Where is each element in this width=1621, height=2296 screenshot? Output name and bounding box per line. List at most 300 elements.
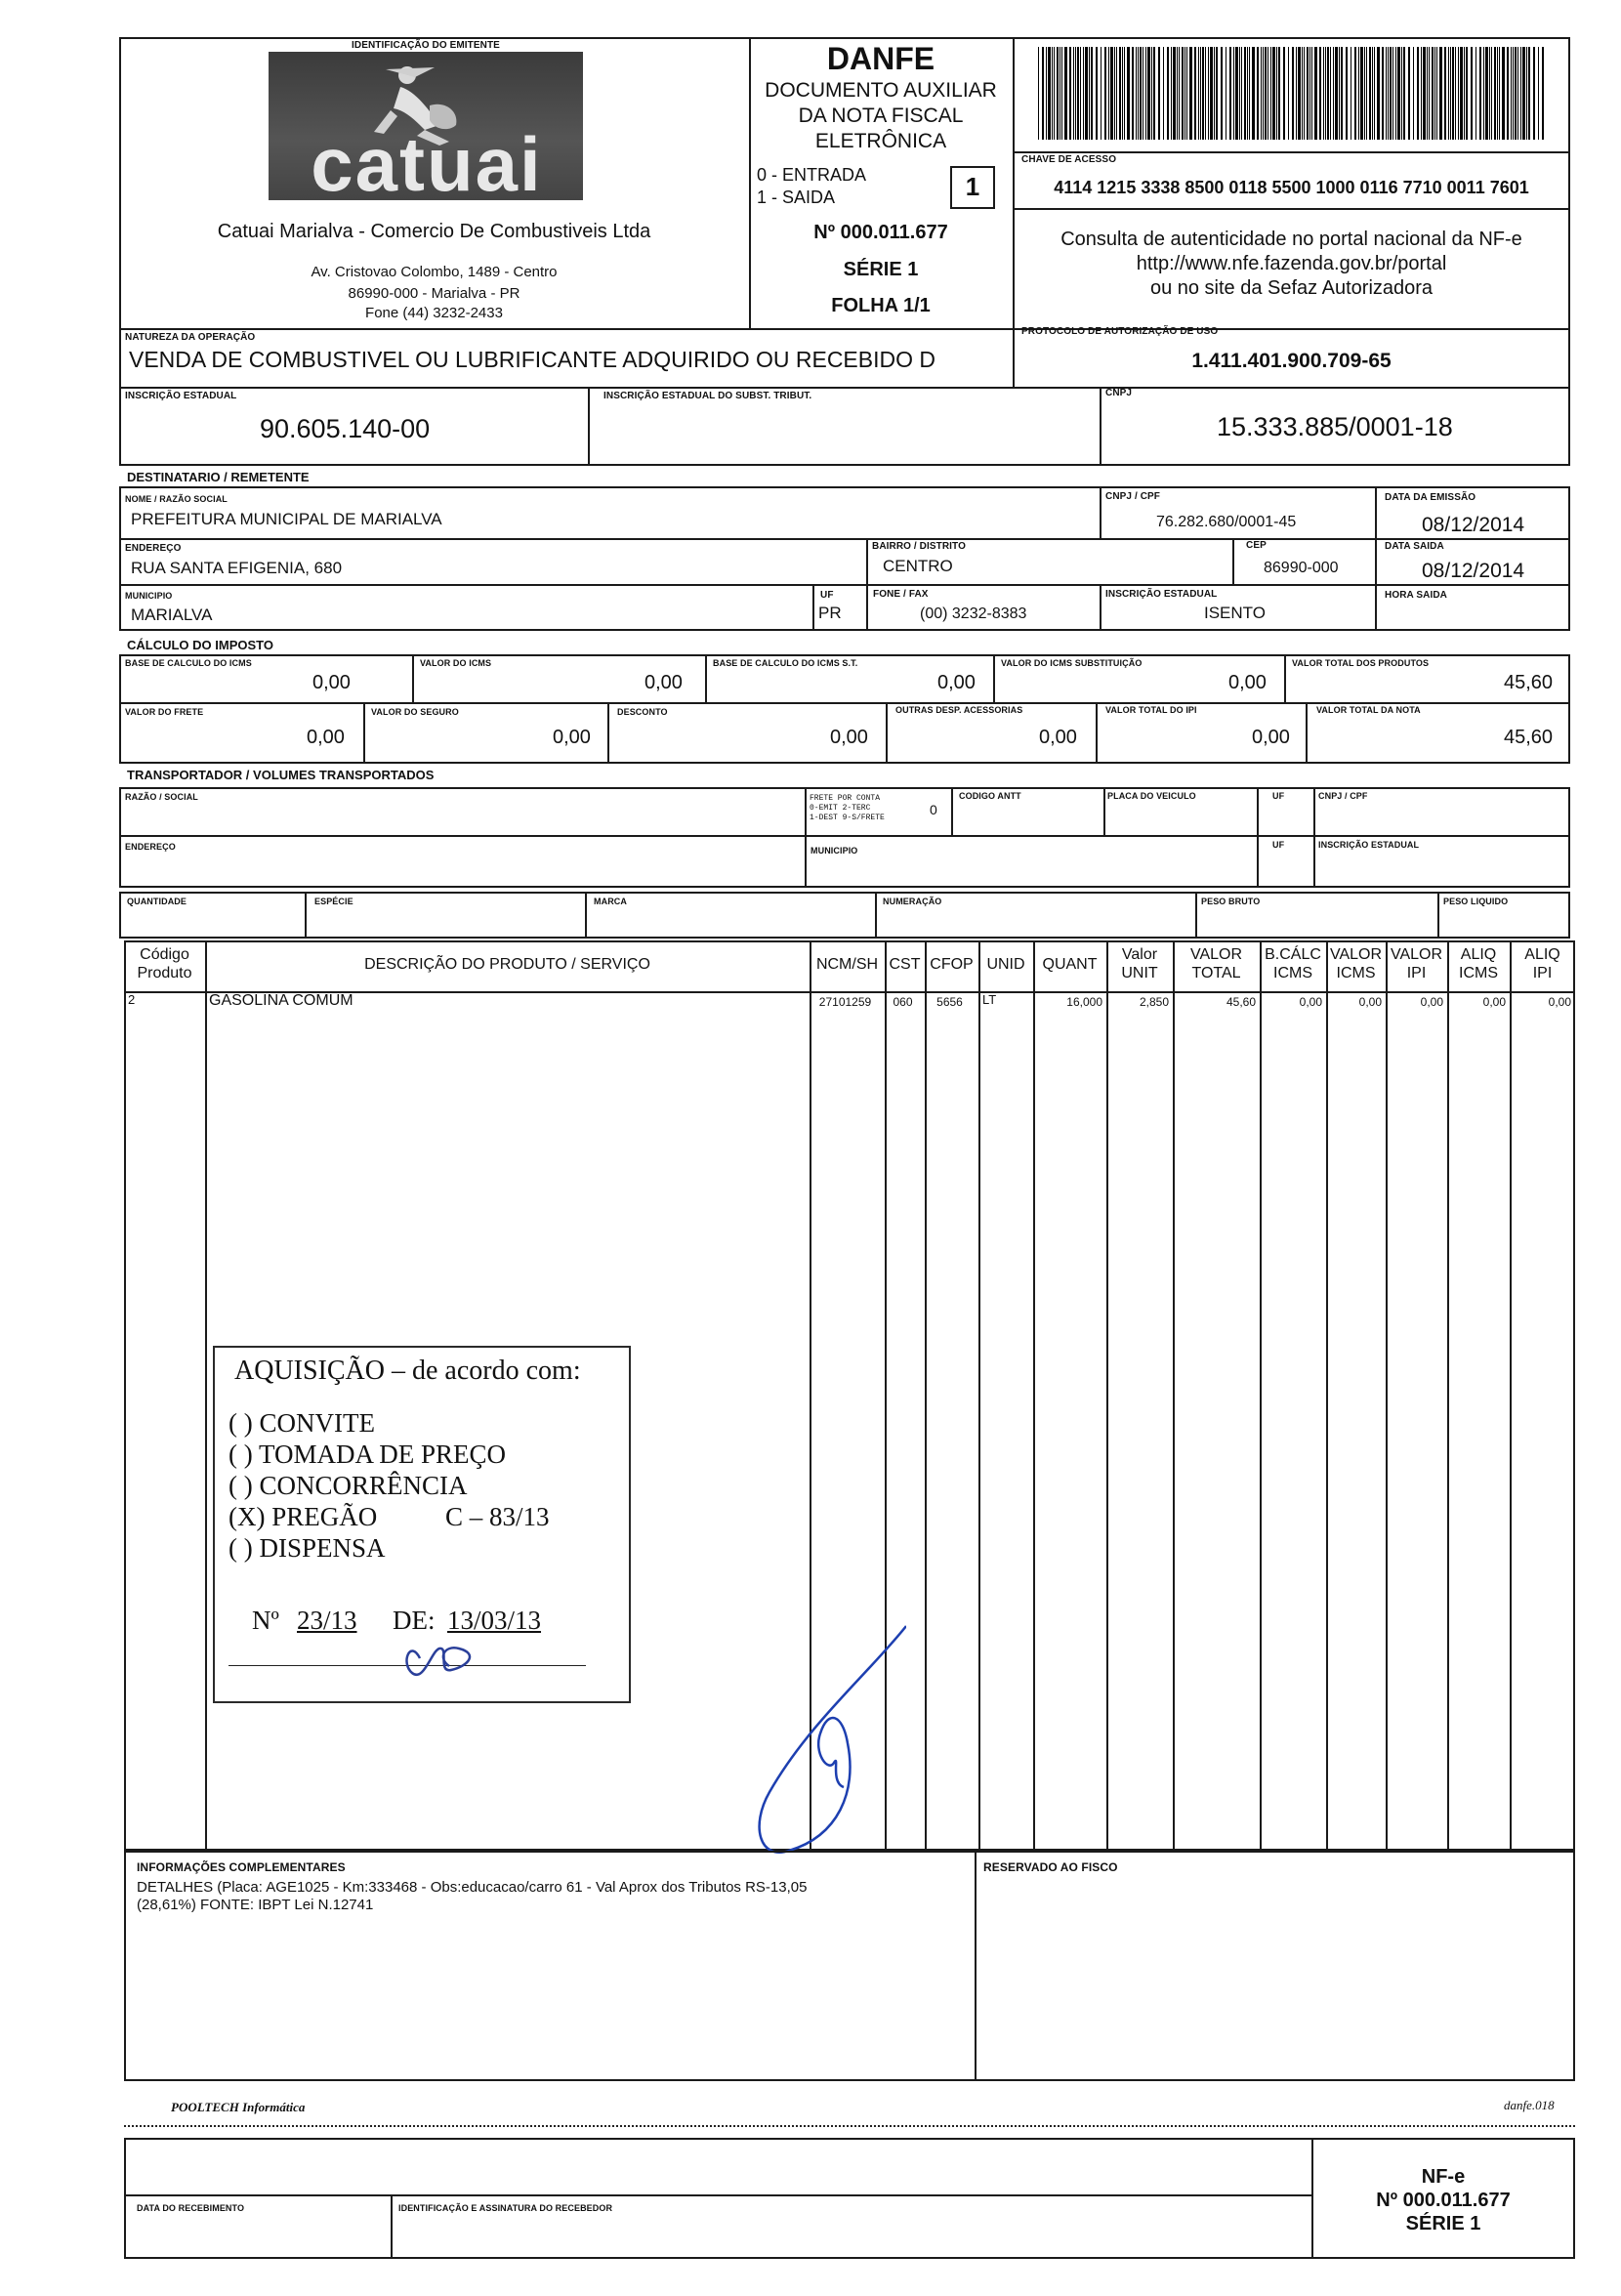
consulta-line2: http://www.nfe.fazenda.gov.br/portal — [1136, 253, 1447, 274]
consulta-line1: Consulta de autenticidade no portal nacional da NF-e — [1060, 229, 1522, 250]
barcode-bar — [1052, 47, 1053, 140]
imp-base-icms-label: BASE DE CALCULO DO ICMS — [125, 658, 252, 668]
barcode-bar — [1249, 47, 1250, 140]
barcode-bar — [1483, 47, 1484, 140]
barcode-bar — [1386, 47, 1387, 140]
barcode-bar — [1075, 47, 1076, 140]
dest-saida: 08/12/2014 — [1422, 560, 1525, 582]
barcode-bar — [1104, 47, 1106, 140]
danfe-number: Nº 000.011.677 — [813, 222, 948, 243]
barcode-bar — [1319, 47, 1321, 140]
imp-total-nota-label: VALOR TOTAL DA NOTA — [1316, 705, 1421, 715]
vol-marca-label: MARCA — [594, 897, 627, 906]
dest-endereco: RUA SANTA EFIGENIA, 680 — [131, 559, 343, 577]
produtos-column-divider — [1033, 940, 1035, 1851]
barcode-bar — [1434, 47, 1435, 140]
imp-frete: 0,00 — [307, 727, 345, 748]
dest-fone: (00) 3232-8383 — [920, 605, 1027, 622]
dest-emissao-label: DATA DA EMISSÃO — [1385, 492, 1476, 503]
barcode-bar — [1450, 47, 1451, 140]
barcode-bar — [1423, 47, 1426, 140]
natureza-value: VENDA DE COMBUSTIVEL OU LUBRIFICANTE ADQUIRIDO OU RECEBIDO D — [129, 347, 936, 372]
barcode-bar — [1502, 47, 1505, 140]
dest-uf-label: UF — [820, 590, 834, 601]
barcode-bar — [1517, 47, 1518, 140]
emitente-address2: 86990-000 - Marialva - PR — [348, 285, 520, 302]
barcode-bar — [1528, 47, 1530, 140]
produtos-header-cell: VALOR TOTAL — [1189, 946, 1243, 981]
consulta-line3: ou no site da Sefaz Autorizadora — [1149, 277, 1434, 299]
produtos-header-cell: B.CÁLC ICMS — [1265, 946, 1321, 981]
barcode-bar — [1145, 47, 1146, 140]
aquisicao-stamp — [213, 1346, 631, 1703]
transp-frete-label3: 1-DEST 9-S/FRETE — [810, 814, 885, 822]
imp-icms-subst-label: VALOR DO ICMS SUBSTITUIÇÃO — [1001, 658, 1143, 668]
barcode-bar — [1069, 47, 1071, 140]
barcode-bar — [1080, 47, 1081, 140]
barcode-bar — [1108, 47, 1109, 140]
barcode-bar — [1283, 47, 1285, 140]
danfe-subtitle1: DOCUMENTO AUXILIAR — [765, 79, 997, 102]
barcode-bar — [1163, 47, 1164, 140]
barcode-bar — [1485, 47, 1488, 140]
stamp-numero-label: Nº — [252, 1606, 279, 1635]
emitente-phone: Fone (44) 3232-2433 — [365, 305, 503, 321]
barcode-bar — [1390, 47, 1392, 140]
info-text1: DETALHES (Placa: AGE1025 - Km:333468 - Obs:educacao/carro 61 - Val Aprox dos Tributos RS-13,05 — [137, 1879, 808, 1896]
barcode-bar — [1489, 47, 1490, 140]
produtos-cell: LT — [982, 992, 997, 1007]
barcode-bar — [1397, 47, 1400, 140]
barcode-bar — [1057, 47, 1059, 140]
imp-base-st-label: BASE DE CALCULO DO ICMS S.T. — [713, 658, 858, 668]
barcode-bar — [1479, 47, 1481, 140]
barcode-bar — [1179, 47, 1180, 140]
barcode-bar — [1208, 47, 1209, 140]
canhoto-nfe: NF-e — [1421, 2166, 1466, 2188]
barcode-bar — [1221, 47, 1223, 140]
imp-base-icms: 0,00 — [312, 672, 351, 693]
barcode-bar — [1096, 47, 1098, 140]
dest-cnpj: 76.282.680/0001-45 — [1156, 514, 1297, 530]
barcode-bar — [1186, 47, 1187, 140]
stamp-pregao-ref: C – 83/13 — [445, 1502, 550, 1531]
barcode-bar — [1304, 47, 1305, 140]
imp-frete-label: VALOR DO FRETE — [125, 707, 204, 717]
dest-nome-label: NOME / RAZÃO SOCIAL — [125, 494, 228, 504]
barcode-bar — [1323, 47, 1324, 140]
produtos-cell: 2,850 — [1139, 995, 1169, 1009]
vol-peso-liquido-label: PESO LIQUIDO — [1443, 897, 1509, 906]
blue-signature — [750, 1616, 906, 1870]
produtos-column-divider — [925, 940, 927, 1851]
barcode-bar — [1235, 47, 1238, 140]
produtos-header-cell: ALIQ IPI — [1524, 946, 1560, 981]
barcode-bar — [1158, 47, 1160, 140]
dest-endereco-label: ENDEREÇO — [125, 543, 182, 554]
barcode-bar — [1292, 47, 1294, 140]
barcode-bar — [1538, 47, 1539, 140]
transp-municipio-label: MUNICIPIO — [810, 846, 858, 856]
produtos-header-cell: QUANT — [1042, 956, 1098, 973]
barcode-bar — [1466, 47, 1468, 140]
imp-base-st: 0,00 — [937, 672, 976, 693]
barcode-bar — [1471, 47, 1473, 140]
barcode-bar — [1346, 47, 1348, 140]
imp-total-nota: 45,60 — [1504, 727, 1554, 748]
barcode-bar — [1119, 47, 1121, 140]
barcode-bar — [1325, 47, 1326, 140]
transp-frete-label2: 0-EMIT 2-TERC — [810, 804, 871, 813]
cut-line — [124, 2125, 1575, 2127]
barcode-bar — [1064, 47, 1067, 140]
barcode-bar — [1374, 47, 1375, 140]
imp-total-produtos-label: VALOR TOTAL DOS PRODUTOS — [1292, 658, 1430, 668]
imp-outras: 0,00 — [1039, 727, 1077, 748]
dest-uf: PR — [818, 604, 842, 622]
barcode-bar — [1432, 47, 1434, 140]
ie-value: 90.605.140-00 — [260, 414, 431, 443]
tipo-value: 1 — [965, 172, 980, 201]
software-credit: POOLTECH Informática — [171, 2100, 306, 2114]
barcode-bar — [1526, 47, 1527, 140]
dest-cep-label: CEP — [1246, 540, 1267, 551]
barcode-bar — [1403, 47, 1405, 140]
cnpj-label: CNPJ — [1105, 388, 1133, 398]
produtos-column-divider — [978, 940, 980, 1851]
barcode-bar — [1497, 47, 1498, 140]
barcode-bar — [1127, 47, 1130, 140]
produtos-column-divider — [205, 940, 207, 1851]
barcode-bar — [1382, 47, 1384, 140]
produtos-column-divider — [1260, 940, 1262, 1851]
imp-desconto-label: DESCONTO — [617, 707, 668, 717]
barcode-bar — [1116, 47, 1117, 140]
barcode-bar — [1377, 47, 1380, 140]
stamp-numero: 23/13 — [297, 1606, 357, 1635]
canhoto-data-label: DATA DO RECEBIMENTO — [137, 2203, 245, 2213]
barcode-bar — [1114, 47, 1115, 140]
imp-seguro-label: VALOR DO SEGURO — [371, 707, 459, 717]
danfe-code: danfe.018 — [1504, 2098, 1555, 2112]
barcode-bar — [1460, 47, 1463, 140]
barcode-bar — [1369, 47, 1371, 140]
produtos-header-cell: VALOR ICMS — [1329, 946, 1383, 981]
info-label: INFORMAÇÕES COMPLEMENTARES — [137, 1860, 346, 1874]
barcode-bar — [1339, 47, 1340, 140]
barcode-bar — [1229, 47, 1231, 140]
barcode-bar — [1341, 47, 1343, 140]
canhoto-numero: Nº 000.011.677 — [1376, 2190, 1511, 2211]
danfe-subtitle3: ELETRÔNICA — [814, 130, 947, 152]
produtos-header-cell: DESCRIÇÃO DO PRODUTO / SERVIÇO — [364, 956, 650, 973]
transp-uf-label: UF — [1272, 791, 1285, 801]
barcode-bar — [1091, 47, 1093, 140]
info-text2: (28,61%) FONTE: IBPT Lei N.12741 — [137, 1897, 374, 1913]
produtos-cell: 0,00 — [1548, 995, 1571, 1009]
danfe-subtitle2: DA NOTA FISCAL — [798, 104, 964, 127]
produtos-header-cell: NCM/SH — [815, 956, 879, 973]
barcode-bar — [1200, 47, 1201, 140]
barcode-bar — [1464, 47, 1465, 140]
barcode-bar — [1136, 47, 1137, 140]
imp-total-ipi: 0,00 — [1252, 727, 1290, 748]
transp-razao-label: RAZÃO / SOCIAL — [125, 792, 198, 802]
barcode-bar — [1288, 47, 1289, 140]
barcode-bar — [1302, 47, 1303, 140]
dest-municipio: MARIALVA — [131, 605, 213, 624]
produtos-cell: 5656 — [936, 995, 963, 1009]
barcode-bar — [1110, 47, 1113, 140]
barcode-bar — [1173, 47, 1176, 140]
fisco-label: RESERVADO AO FISCO — [983, 1860, 1118, 1874]
barcode-bar — [1309, 47, 1310, 140]
vol-numeracao-label: NUMERAÇÃO — [883, 897, 942, 906]
dest-ie-label: INSCRIÇÃO ESTADUAL — [1105, 589, 1218, 600]
barcode-bar — [1455, 47, 1456, 140]
stamp-data: 13/03/13 — [447, 1606, 542, 1635]
barcode-bar — [1138, 47, 1139, 140]
barcode — [1038, 47, 1550, 140]
imposto-section: CÁLCULO DO IMPOSTO — [127, 638, 273, 652]
barcode-bar — [1327, 47, 1329, 140]
produtos-header-cell: CST — [889, 956, 921, 973]
stamp-opt-pregao: (X) PREGÃO — [229, 1502, 378, 1531]
barcode-bar — [1311, 47, 1312, 140]
produtos-cell: 0,00 — [1299, 995, 1322, 1009]
produtos-cell: 060 — [893, 995, 913, 1009]
barcode-bar — [1278, 47, 1280, 140]
barcode-bar — [1392, 47, 1393, 140]
transp-frete-value: 0 — [930, 802, 937, 817]
barcode-bar — [1042, 47, 1044, 140]
transp-frete-label1: FRETE POR CONTA — [810, 794, 881, 803]
barcode-bar — [1048, 47, 1051, 140]
natureza-label: NATUREZA DA OPERAÇÃO — [125, 332, 256, 343]
vol-peso-bruto-label: PESO BRUTO — [1201, 897, 1261, 906]
dest-fone-label: FONE / FAX — [873, 589, 929, 600]
barcode-bar — [1307, 47, 1309, 140]
transp-ie-label: INSCRIÇÃO ESTADUAL — [1318, 840, 1420, 850]
barcode-bar — [1330, 47, 1331, 140]
saida-label: 1 - SAIDA — [757, 188, 836, 207]
dest-saida-label: DATA SAIDA — [1385, 541, 1444, 552]
emitente-name: Catuai Marialva - Comercio De Combustiveis Ltda — [217, 221, 651, 242]
dest-bairro: CENTRO — [883, 557, 953, 575]
barcode-bar — [1515, 47, 1517, 140]
barcode-bar — [1507, 47, 1509, 140]
barcode-bar — [1513, 47, 1514, 140]
barcode-bar — [1167, 47, 1169, 140]
transp-cnpj-label: CNPJ / CPF — [1318, 791, 1368, 801]
barcode-bar — [1533, 47, 1535, 140]
produtos-header-cell: CFOP — [930, 956, 974, 973]
dest-cnpj-label: CNPJ / CPF — [1105, 491, 1161, 502]
danfe-title: DANFE — [826, 41, 935, 76]
produtos-column-divider — [1106, 940, 1108, 1851]
company-logo — [269, 52, 583, 207]
barcode-bar — [1244, 47, 1246, 140]
produtos-header-cell: ALIQ ICMS — [1459, 946, 1498, 981]
imp-total-produtos: 45,60 — [1504, 672, 1554, 693]
ie-label: INSCRIÇÃO ESTADUAL — [125, 391, 237, 401]
produtos-cell: 27101259 — [818, 995, 872, 1009]
barcode-bar — [1452, 47, 1454, 140]
barcode-bar — [1520, 47, 1521, 140]
barcode-bar — [1272, 47, 1275, 140]
barcode-bar — [1194, 47, 1196, 140]
barcode-bar — [1241, 47, 1242, 140]
stamp-opt-tomada: ( ) TOMADA DE PREÇO — [229, 1440, 507, 1469]
vol-quantidade-label: QUANTIDADE — [127, 897, 187, 906]
barcode-bar — [1354, 47, 1356, 140]
barcode-bar — [1046, 47, 1047, 140]
barcode-bar — [1494, 47, 1496, 140]
imp-desconto: 0,00 — [830, 727, 868, 748]
emitente-address1: Av. Cristovao Colombo, 1489 - Centro — [311, 264, 558, 280]
barcode-bar — [1401, 47, 1402, 140]
stamp-title: AQUISIÇÃO – de acordo com: — [234, 1356, 581, 1386]
barcode-bar — [1417, 47, 1419, 140]
barcode-bar — [1335, 47, 1338, 140]
protocolo-value: 1.411.401.900.709-65 — [1191, 350, 1392, 372]
produtos-column-divider — [1326, 940, 1328, 1851]
barcode-bar — [1214, 47, 1215, 140]
barcode-bar — [1261, 47, 1262, 140]
barcode-bar — [1265, 47, 1267, 140]
barcode-bar — [1054, 47, 1055, 140]
dest-ie: ISENTO — [1204, 604, 1266, 622]
barcode-bar — [1263, 47, 1264, 140]
chave-value: 4114 1215 3338 8500 0118 5500 1000 0116 7710 0011 7601 — [1054, 178, 1529, 197]
barcode-bar — [1333, 47, 1334, 140]
barcode-bar — [1364, 47, 1365, 140]
initials-signature — [391, 1629, 508, 1688]
barcode-bar — [1395, 47, 1396, 140]
stamp-data-label: DE: — [393, 1606, 436, 1635]
barcode-bar — [1247, 47, 1248, 140]
barcode-bar — [1210, 47, 1213, 140]
barcode-bar — [1522, 47, 1525, 140]
barcode-bar — [1542, 47, 1544, 140]
barcode-bar — [1189, 47, 1192, 140]
barcode-bar — [1276, 47, 1277, 140]
barcode-bar — [1491, 47, 1492, 140]
cnpj-value: 15.333.885/0001-18 — [1217, 412, 1453, 441]
barcode-bar — [1038, 47, 1039, 140]
produtos-cell: 0,00 — [1358, 995, 1382, 1009]
produtos-cell: 45,60 — [1226, 995, 1256, 1009]
barcode-bar — [1366, 47, 1367, 140]
stamp-opt-dispensa: ( ) DISPENSA — [229, 1533, 386, 1563]
dest-bairro-label: BAIRRO / DISTRITO — [872, 541, 966, 552]
barcode-bar — [1252, 47, 1255, 140]
transp-endereco-label: ENDEREÇO — [125, 842, 176, 852]
dest-nome: PREFEITURA MUNICIPAL DE MARIALVA — [131, 510, 442, 528]
produtos-column-divider — [1386, 940, 1388, 1851]
produtos-header-cell: UNID — [986, 956, 1025, 973]
barcode-bar — [1073, 47, 1074, 140]
produtos-column-divider — [1447, 940, 1449, 1851]
barcode-bar — [1205, 47, 1206, 140]
barcode-bar — [1314, 47, 1317, 140]
imp-valor-icms: 0,00 — [644, 672, 683, 693]
imp-seguro: 0,00 — [553, 727, 591, 748]
barcode-bar — [1132, 47, 1134, 140]
barcode-bar — [1124, 47, 1125, 140]
dest-cep: 86990-000 — [1264, 560, 1339, 576]
barcode-bar — [1436, 47, 1437, 140]
barcode-bar — [1061, 47, 1062, 140]
canhoto-assinatura-label: IDENTIFICAÇÃO E ASSINATURA DO RECEBEDOR — [398, 2203, 613, 2213]
barcode-bar — [1257, 47, 1259, 140]
produtos-column-divider — [1173, 940, 1175, 1851]
produtos-cell: GASOLINA COMUM — [209, 992, 353, 1009]
barcode-bar — [1298, 47, 1301, 140]
danfe-folha: FOLHA 1/1 — [831, 295, 931, 316]
imp-outras-label: OUTRAS DESP. ACESSORIAS — [895, 705, 1023, 715]
canhoto-serie: SÉRIE 1 — [1405, 2213, 1481, 2234]
destinatario-section: DESTINATARIO / REMETENTE — [127, 470, 310, 484]
stamp-opt-concorrencia: ( ) CONCORRÊNCIA — [229, 1471, 468, 1500]
chave-label: CHAVE DE ACESSO — [1021, 154, 1117, 165]
barcode-bar — [1444, 47, 1446, 140]
barcode-bar — [1151, 47, 1152, 140]
transp-antt-label: CODIGO ANTT — [959, 791, 1021, 801]
barcode-bar — [1089, 47, 1090, 140]
barcode-bar — [1427, 47, 1428, 140]
barcode-bar — [1358, 47, 1359, 140]
imp-total-ipi-label: VALOR TOTAL DO IPI — [1105, 705, 1197, 715]
barcode-bar — [1177, 47, 1178, 140]
barcode-bar — [1439, 47, 1442, 140]
imp-icms-subst: 0,00 — [1228, 672, 1267, 693]
ie-st-label: INSCRIÇÃO ESTADUAL DO SUBST. TRIBUT. — [603, 391, 812, 401]
emitente-label: IDENTIFICAÇÃO DO EMITENTE — [352, 40, 500, 51]
danfe-serie: SÉRIE 1 — [843, 259, 919, 280]
protocolo-label: PROTOCOLO DE AUTORIZAÇÃO DE USO — [1021, 326, 1219, 337]
barcode-bar — [1408, 47, 1410, 140]
dest-emissao: 08/12/2014 — [1422, 514, 1525, 536]
stamp-opt-convite: ( ) CONVITE — [229, 1408, 375, 1438]
entrada-label: 0 - ENTRADA — [757, 165, 867, 185]
transp-uf2-label: UF — [1272, 840, 1285, 850]
barcode-bar — [1216, 47, 1218, 140]
barcode-bar — [1147, 47, 1150, 140]
produtos-column-divider — [1510, 940, 1512, 1851]
produtos-cell: 0,00 — [1420, 995, 1443, 1009]
barcode-bar — [1122, 47, 1123, 140]
produtos-cell: 16,000 — [1066, 995, 1102, 1009]
barcode-bar — [1202, 47, 1204, 140]
barcode-bar — [1153, 47, 1155, 140]
barcode-bar — [1388, 47, 1389, 140]
barcode-bar — [1511, 47, 1512, 140]
barcode-bar — [1296, 47, 1297, 140]
barcode-bar — [1270, 47, 1271, 140]
barcode-bar — [1413, 47, 1414, 140]
barcode-bar — [1499, 47, 1500, 140]
barcode-bar — [1421, 47, 1422, 140]
dest-municipio-label: MUNICIPIO — [125, 591, 173, 601]
barcode-bar — [1140, 47, 1142, 140]
vol-especie-label: ESPÉCIE — [314, 897, 353, 906]
barcode-bar — [1171, 47, 1172, 140]
barcode-bar — [1458, 47, 1459, 140]
barcode-bar — [1448, 47, 1449, 140]
barcode-bar — [1198, 47, 1199, 140]
barcode-bar — [1429, 47, 1430, 140]
